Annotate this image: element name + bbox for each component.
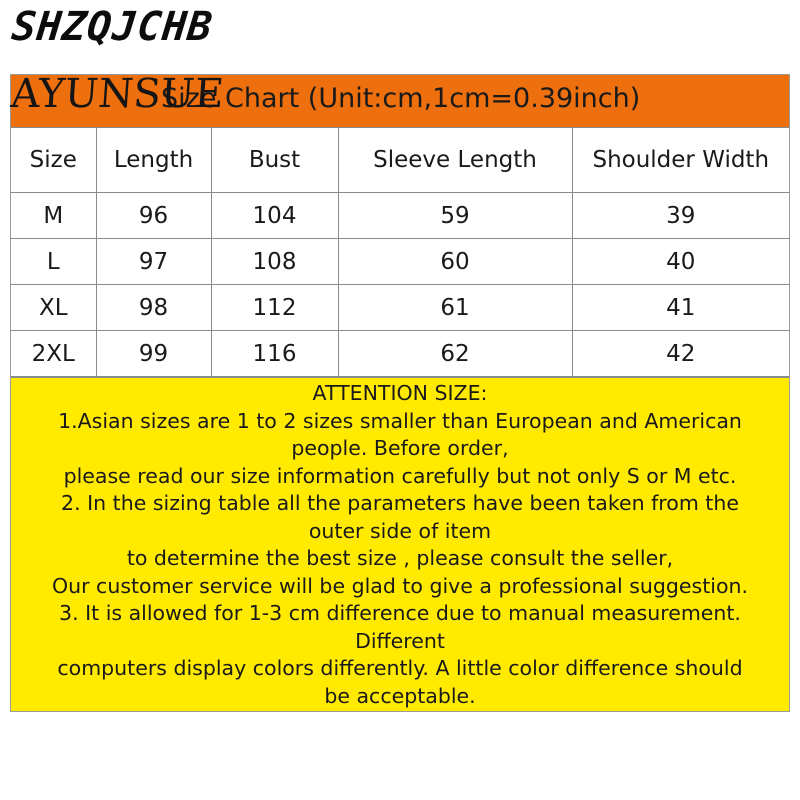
column-header: Bust	[211, 128, 338, 193]
table-cell: 98	[96, 285, 211, 331]
table-cell: M	[11, 193, 96, 239]
table-cell: 108	[211, 239, 338, 285]
table-cell: 61	[338, 285, 572, 331]
table-cell: 59	[338, 193, 572, 239]
table-cell: 2XL	[11, 331, 96, 377]
table-cell: L	[11, 239, 96, 285]
table-cell: 99	[96, 331, 211, 377]
table-header-row	[11, 128, 789, 193]
notes-line: to determine the best size , please consult the seller,	[126, 546, 674, 570]
notes-line: outer side of item	[308, 518, 492, 543]
notes-line: computers display colors differently. A little color difference should	[57, 656, 743, 680]
column-header: Size	[11, 128, 96, 193]
notes-line: be acceptable.	[324, 683, 476, 708]
notes-line: please read our size information carefully but not only S or M etc.	[63, 463, 737, 488]
watermark-logo: AYUNSUE	[9, 71, 226, 117]
table-row	[11, 285, 789, 331]
column-header: Shoulder Width	[572, 128, 789, 193]
chart-title: Size Chart (Unit:cm,1cm=0.39inch)	[161, 83, 641, 114]
size-chart	[9, 71, 790, 712]
table-cell: 60	[338, 239, 572, 285]
size-table	[11, 128, 789, 377]
attention-notes	[11, 377, 789, 711]
notes-line: Our customer service will be glad to give a professional suggestion.	[51, 573, 749, 598]
table-cell: 62	[338, 331, 572, 377]
notes-line: 1.Asian sizes are 1 to 2 sizes smaller than European and American	[58, 408, 742, 433]
table-cell: 42	[572, 331, 789, 377]
table-cell: 116	[211, 331, 338, 377]
table-cell: 97	[96, 239, 211, 285]
notes-line: 2. In the sizing table all the parameters have been taken from the	[61, 491, 739, 515]
table-cell: 41	[572, 285, 789, 331]
table-cell: 112	[211, 285, 338, 331]
table-cell: XL	[11, 285, 96, 331]
brand-title: SHZQJCHB	[9, 4, 216, 50]
notes-line: Different	[355, 628, 445, 653]
table-row	[11, 331, 789, 377]
notes-line: 3. It is allowed for 1-3 cm difference due to manual measurement.	[59, 601, 741, 625]
table-cell: 40	[572, 239, 789, 285]
notes-heading: ATTENTION SIZE:	[312, 381, 488, 405]
notes-line: people. Before order,	[291, 436, 509, 460]
table-cell: 96	[96, 193, 211, 239]
table-row	[11, 239, 789, 285]
column-header: Length	[96, 128, 211, 193]
table-cell: 39	[572, 193, 789, 239]
table-row	[11, 193, 789, 239]
chart-title-bar	[9, 71, 789, 128]
column-header: Sleeve Length	[338, 128, 572, 193]
table-cell: 104	[211, 193, 338, 239]
